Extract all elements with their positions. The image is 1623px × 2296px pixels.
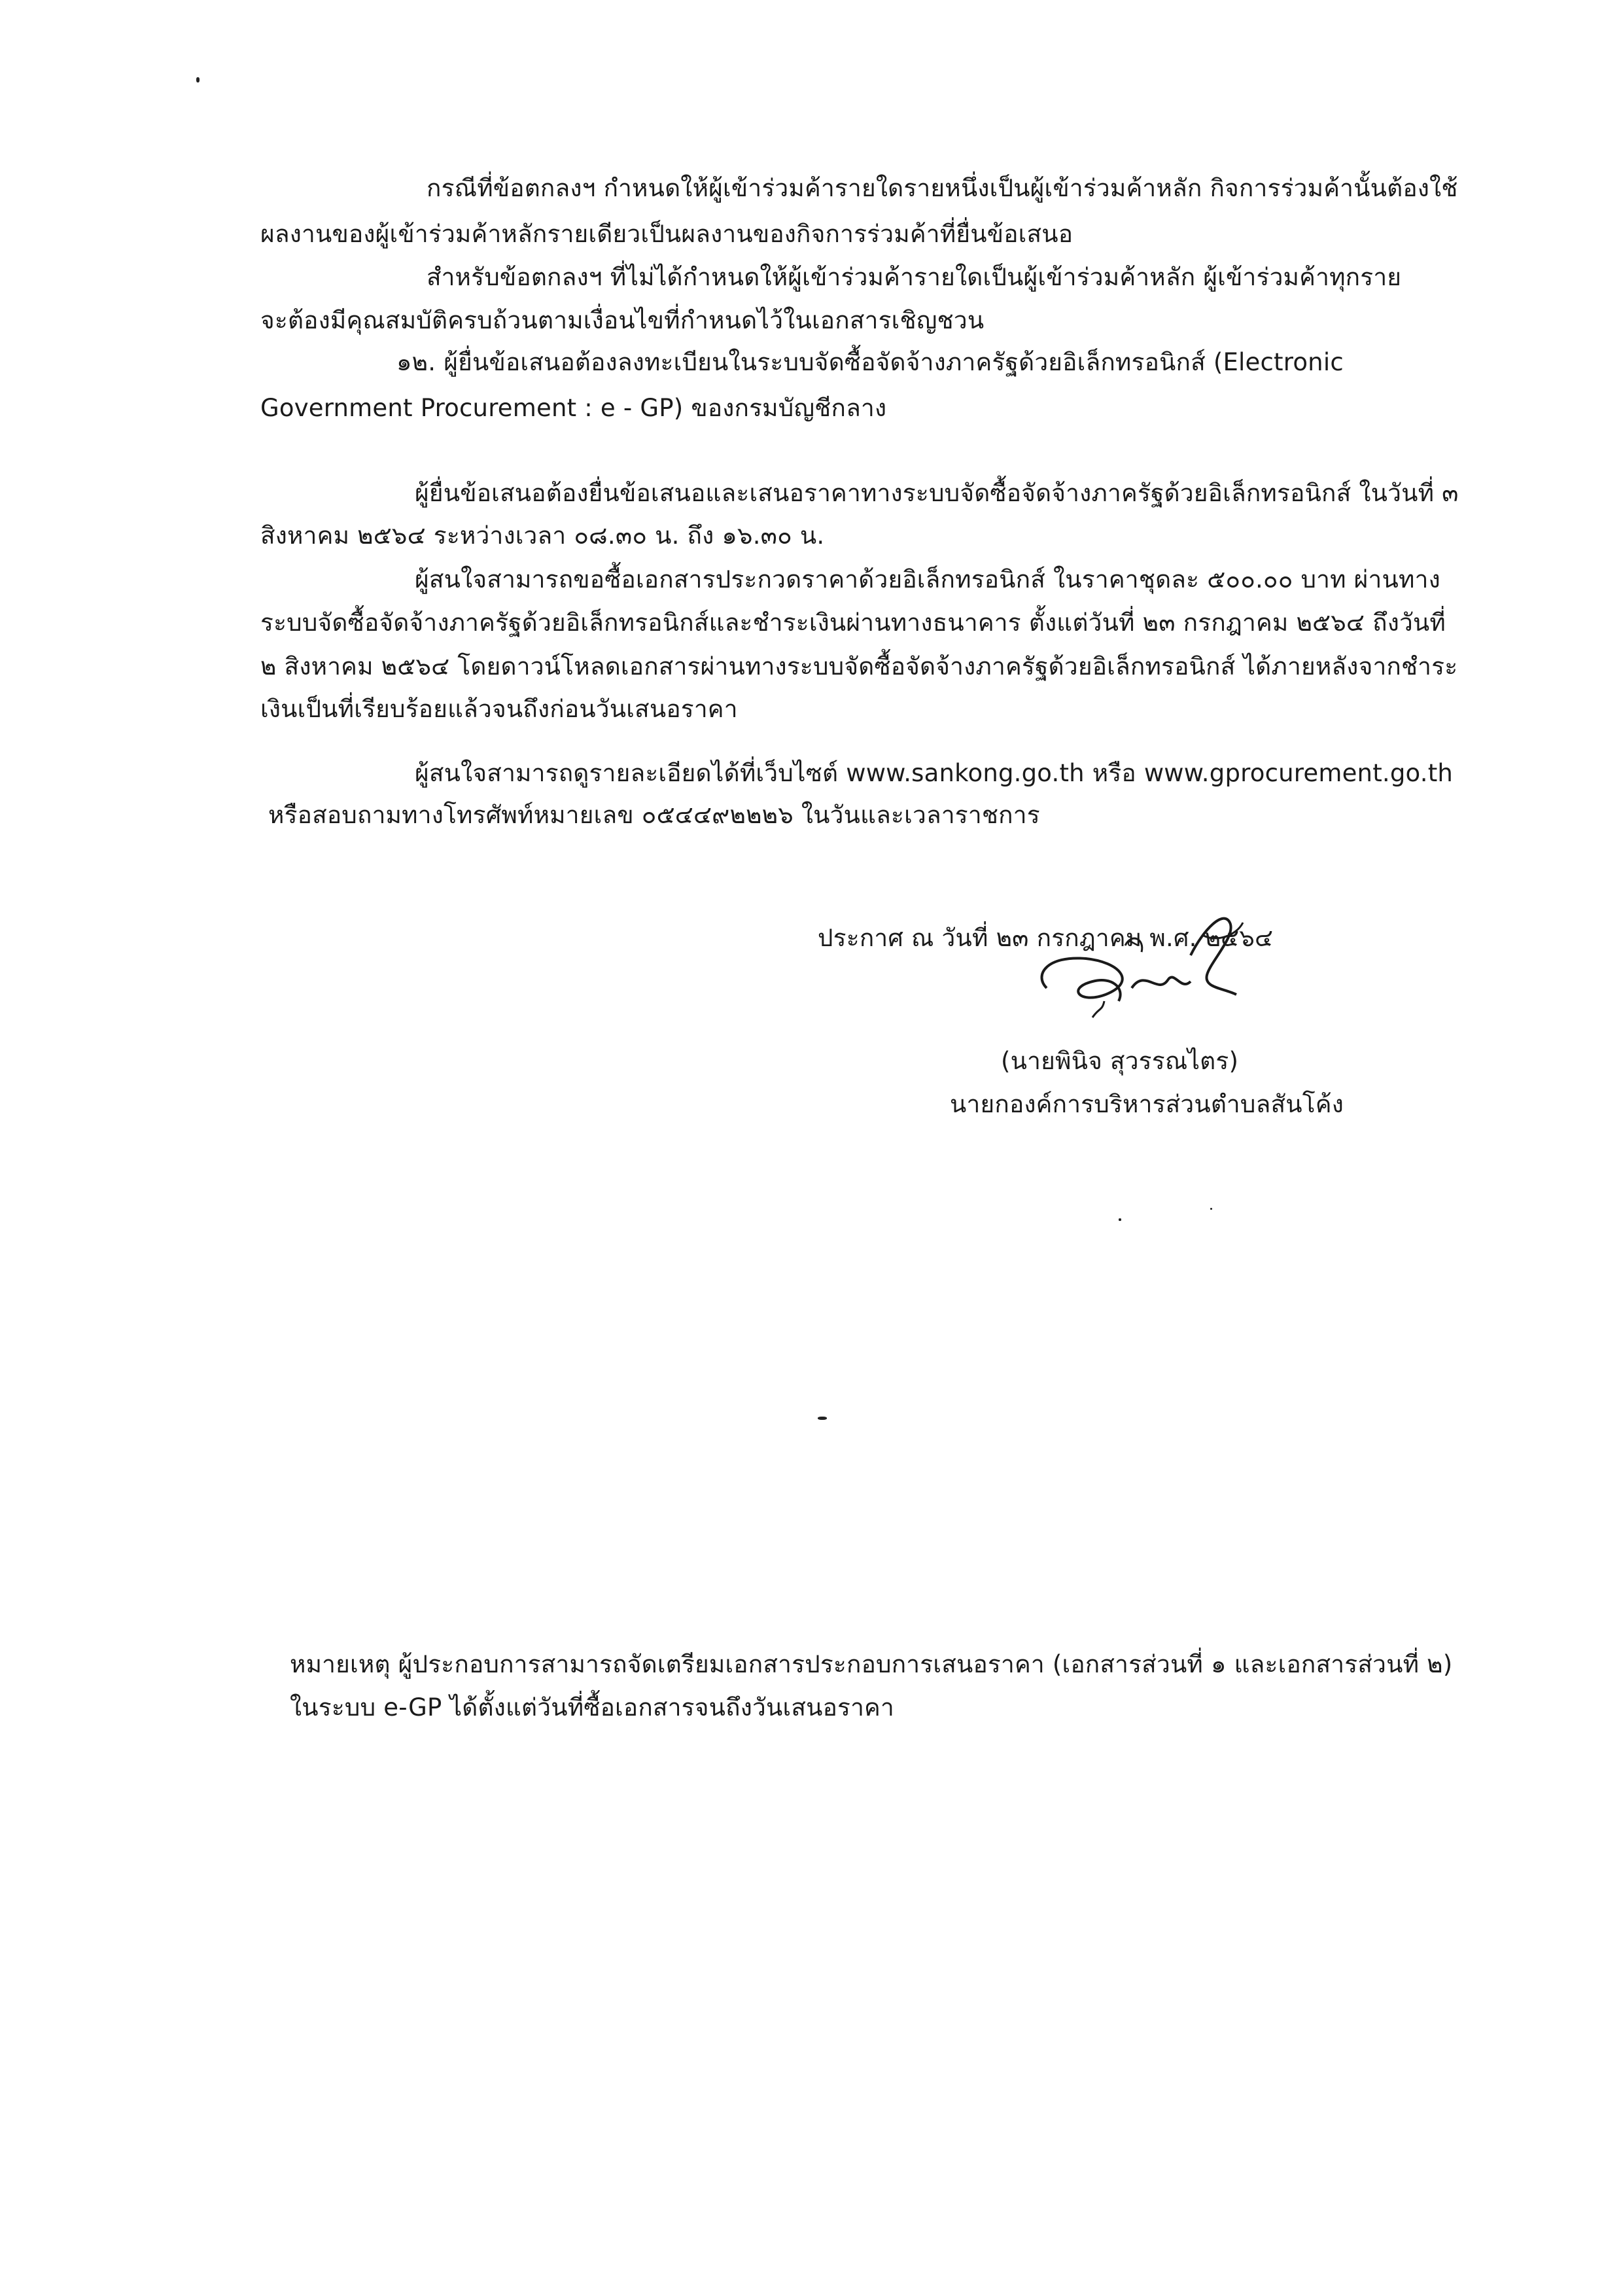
joint-venture-line-4: จะต้องมีคุณสมบัติครบถ้วนตามเงื่อนไขที่กำหนดไว้ในเอกสารเชิญชวน [260,306,985,334]
clause-12-line-1: ๑๒. ผู้ยื่นข้อเสนอต้องลงทะเบียนในระบบจัดซื้อจัดจ้างภาครัฐด้วยอิเล็กทรอนิกส์ (Electronic [396,348,1344,376]
note-line-1: หมายเหตุ ผู้ประกอบการสามารถจัดเตรียมเอกสารประกอบการเสนอราคา (เอกสารส่วนที่ ๑ และเอกสารส่วนที่ ๒) [290,1650,1453,1678]
clause-12-line-2: Government Procurement : e - GP) ของกรมบัญชีกลาง [260,394,887,422]
contact-line-1: ผู้สนใจสามารถดูรายละเอียดได้ที่เว็บไซต์ www.sankong.go.th หรือ www.gprocurement.go.th [415,759,1454,787]
scan-speck [1119,1218,1121,1221]
signatory-name: (นายพินิจ สุวรรณไตร) [1001,1047,1239,1075]
scan-speck [1210,1208,1212,1210]
purchase-line-3: ๒ สิงหาคม ๒๕๖๔ โดยดาวน์โหลดเอกสารผ่านทางระบบจัดซื้อจัดจ้างภาครัฐด้วยอิเล็กทรอนิกส์ ได้ภายหลังจากชำระ [260,652,1458,680]
contact-line-2: หรือสอบถามทางโทรศัพท์หมายเลข ๐๕๔๔๙๒๒๒๖ ในวันและเวลาราชการ [268,801,1040,829]
joint-venture-line-2: ผลงานของผู้เข้าร่วมค้าหลักรายเดียวเป็นผลงานของกิจการร่วมค้าที่ยื่นข้อเสนอ [260,220,1073,248]
note-line-2: ในระบบ e-GP ได้ตั้งแต่วันที่ซื้อเอกสารจนถึงวันเสนอราคา [290,1693,894,1722]
purchase-line-4: เงินเป็นที่เรียบร้อยแล้วจนถึงก่อนวันเสนอราคา [260,695,738,723]
joint-venture-line-1: กรณีที่ข้อตกลงฯ กำหนดให้ผู้เข้าร่วมค้ารายใดรายหนึ่งเป็นผู้เข้าร่วมค้าหลัก กิจการร่วมค้านั้นต้องใช้ [427,174,1458,202]
submission-line-2: สิงหาคม ๒๕๖๔ ระหว่างเวลา ๐๘.๓๐ น. ถึง ๑๖.๓๐ น. [260,521,825,550]
submission-line-1: ผู้ยื่นข้อเสนอต้องยื่นข้อเสนอและเสนอราคาทางระบบจัดซื้อจัดจ้างภาครัฐด้วยอิเล็กทรอนิกส์ ในวันที่ ๓ [415,479,1459,507]
scan-speck [196,77,200,82]
purchase-line-2: ระบบจัดซื้อจัดจ้างภาครัฐด้วยอิเล็กทรอนิกส์และชำระเงินผ่านทางธนาคาร ตั้งแต่วันที่ ๒๓ กรกฎาคม ๒๕๖๔ ถึงวันที่ [260,609,1446,637]
signature-image [1027,896,1302,1027]
signatory-title: นายกองค์การบริหารส่วนตำบลสันโค้ง [950,1090,1344,1118]
purchase-line-1: ผู้สนใจสามารถขอซื้อเอกสารประกวดราคาด้วยอิเล็กทรอนิกส์ ในราคาชุดละ ๕๐๐.๐๐ บาท ผ่านทาง [415,565,1440,593]
announcement-date: ประกาศ ณ วันที่ ๒๓ กรกฎาคม พ.ศ. ๒๕๖๔ [818,924,1274,952]
joint-venture-line-3: สำหรับข้อตกลงฯ ที่ไม่ได้กำหนดให้ผู้เข้าร่วมค้ารายใดเป็นผู้เข้าร่วมค้าหลัก ผู้เข้าร่วมค้าทุกราย [427,263,1402,291]
scan-speck [818,1417,827,1420]
